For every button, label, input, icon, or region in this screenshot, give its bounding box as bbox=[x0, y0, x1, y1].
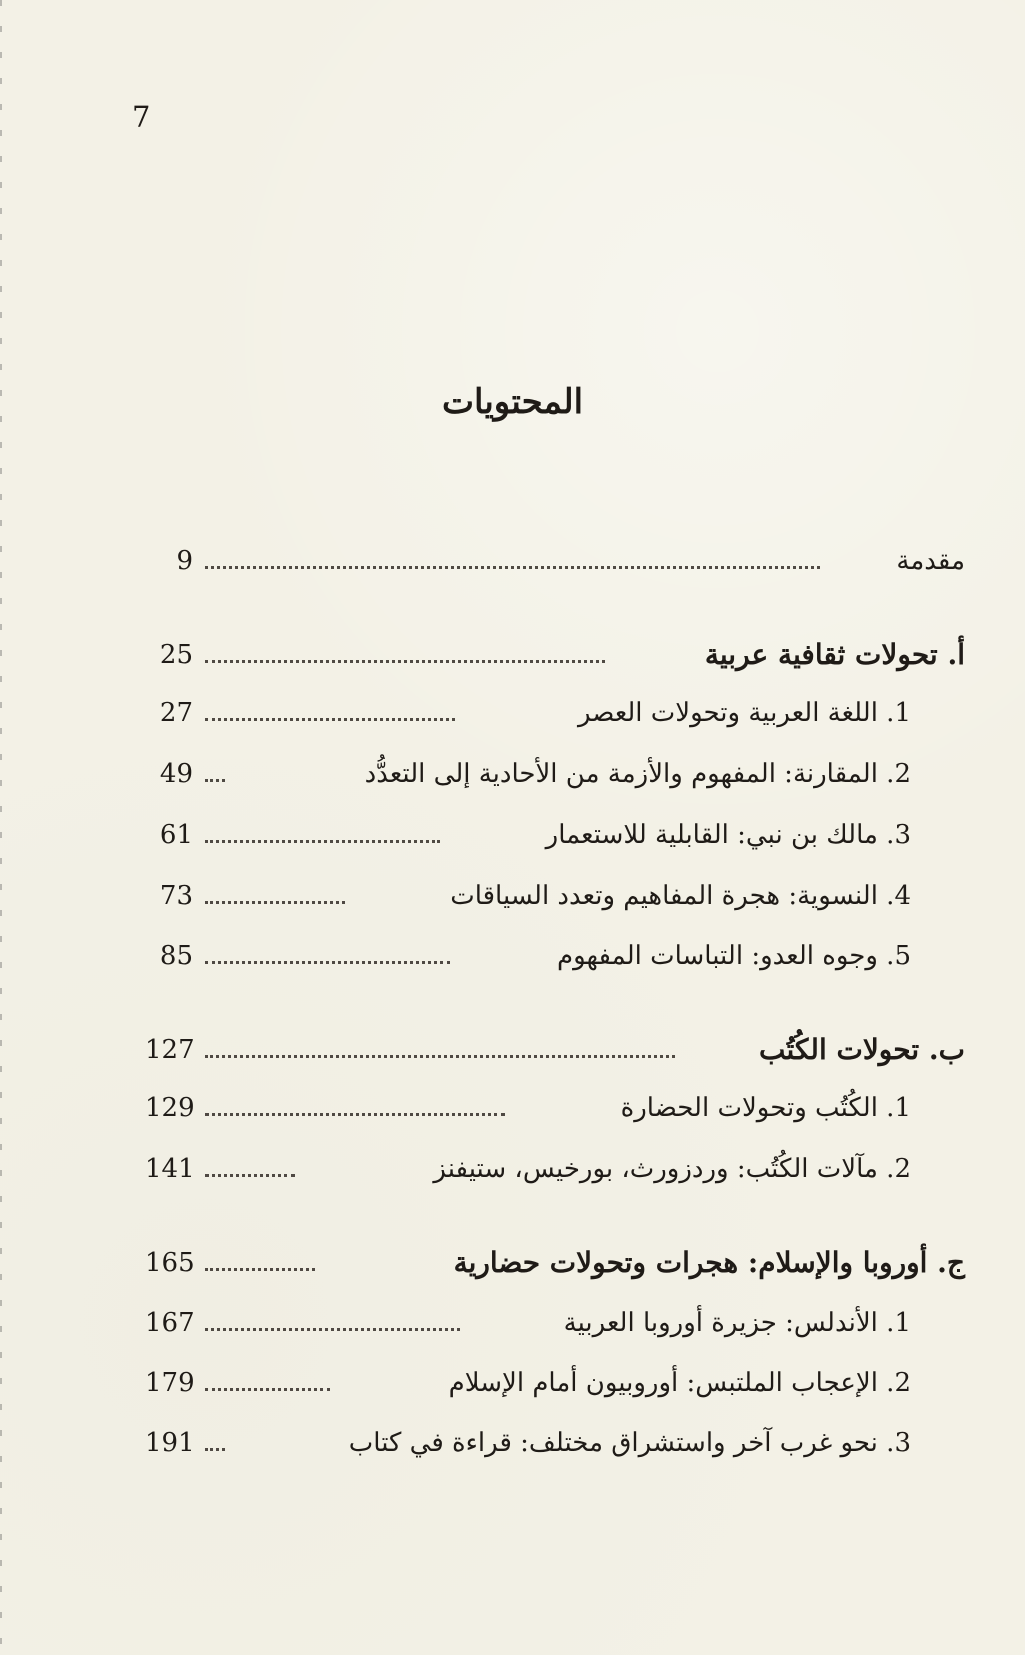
toc-entry-a2 bbox=[145, 751, 965, 797]
toc-page-number: 73 bbox=[159, 881, 193, 911]
toc-page-number: 61 bbox=[159, 820, 193, 850]
dot-leader bbox=[205, 1436, 225, 1451]
toc-page-number: 179 bbox=[145, 1368, 195, 1398]
toc-section-label: ب. تحولات الكُتُب bbox=[759, 1033, 965, 1066]
toc-section-a bbox=[145, 632, 965, 678]
toc-entry-c1 bbox=[145, 1300, 965, 1346]
toc-entry-label: 1. الكُتُب وتحولات الحضارة bbox=[620, 1093, 911, 1123]
toc-entry-a3 bbox=[145, 812, 965, 858]
contents-title: المحتويات bbox=[441, 382, 584, 422]
toc-entry-label: 5. وجوه العدو: التباسات المفهوم bbox=[557, 941, 911, 971]
toc-section-label: أ. تحولات ثقافية عربية bbox=[704, 638, 965, 671]
toc-page-number: 165 bbox=[145, 1248, 195, 1278]
toc-page-number: 27 bbox=[159, 698, 193, 728]
dot-leader bbox=[205, 554, 820, 569]
toc-entry-a5 bbox=[145, 933, 965, 979]
toc-section-c bbox=[145, 1240, 965, 1286]
toc-section-label: ج. أوروبا والإسلام: هجرات وتحولات حضارية bbox=[453, 1246, 965, 1279]
toc-entry-label: 1. الأندلس: جزيرة أوروبا العربية bbox=[563, 1308, 911, 1338]
dot-leader bbox=[205, 1043, 675, 1058]
toc-page-number: 191 bbox=[145, 1428, 195, 1458]
dot-leader bbox=[205, 1316, 460, 1331]
dot-leader bbox=[205, 1376, 330, 1391]
dot-leader bbox=[205, 648, 605, 663]
toc-entry-label: 2. الإعجاب الملتبس: أوروبيون أمام الإسلام bbox=[448, 1368, 911, 1398]
toc-entry-label: 4. النسوية: هجرة المفاهيم وتعدد السياقات bbox=[450, 881, 911, 911]
toc-page-number: 141 bbox=[145, 1154, 195, 1184]
toc-entry-c3 bbox=[145, 1420, 965, 1466]
toc-entry-a4 bbox=[145, 873, 965, 919]
toc-entry-a1 bbox=[145, 690, 965, 736]
toc-entry-label: مقدمة bbox=[896, 546, 965, 576]
page-edge bbox=[0, 0, 2, 1655]
toc-page-number: 49 bbox=[159, 759, 193, 789]
toc-page-number: 129 bbox=[145, 1093, 195, 1123]
dot-leader bbox=[205, 828, 440, 843]
toc-page-number: 85 bbox=[159, 941, 193, 971]
toc-entry-label: 2. المقارنة: المفهوم والأزمة من الأحادية إلى التعدُّد bbox=[364, 759, 911, 789]
toc-section-b bbox=[145, 1027, 965, 1073]
toc-entry-label: 3. نحو غرب آخر واستشراق مختلف: قراءة في كتاب bbox=[348, 1428, 911, 1458]
toc-entry-label: 1. اللغة العربية وتحولات العصر bbox=[577, 698, 911, 728]
toc-entry-introduction bbox=[145, 538, 965, 584]
dot-leader bbox=[205, 1256, 315, 1271]
dot-leader bbox=[205, 889, 345, 904]
dot-leader bbox=[205, 1162, 295, 1177]
toc-entry-b1 bbox=[145, 1085, 965, 1131]
toc-entry-label: 3. مالك بن نبي: القابلية للاستعمار bbox=[545, 820, 911, 850]
toc-entry-c2 bbox=[145, 1360, 965, 1406]
dot-leader bbox=[205, 767, 225, 782]
toc-page-number: 25 bbox=[159, 640, 193, 670]
dot-leader bbox=[205, 949, 450, 964]
toc-entry-b2 bbox=[145, 1146, 965, 1192]
dot-leader bbox=[205, 706, 455, 721]
toc-page-number: 9 bbox=[176, 546, 193, 576]
toc-page-number: 167 bbox=[145, 1308, 195, 1338]
page-number: 7 bbox=[132, 100, 151, 134]
toc-page-number: 127 bbox=[145, 1035, 195, 1065]
toc-entry-label: 2. مآلات الكُتُب: وردزورث، بورخيس، ستيفنز bbox=[433, 1154, 911, 1184]
dot-leader bbox=[205, 1101, 505, 1116]
